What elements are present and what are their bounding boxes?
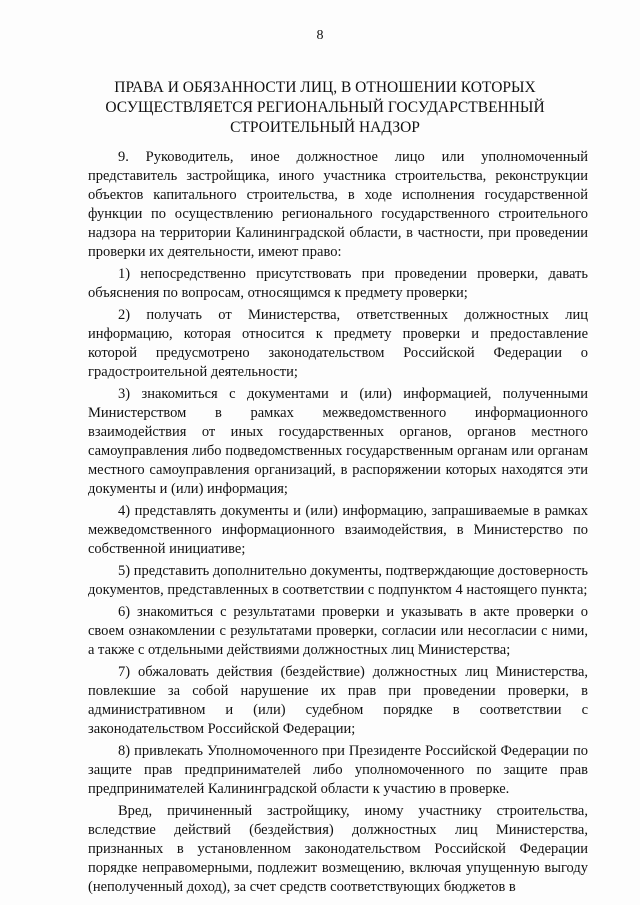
paragraph-right-1: 1) непосредственно присутствовать при проведении проверки, давать объяснения по вопросам, относящимся к предмету проверки;	[88, 266, 588, 301]
paragraph-clause-9: 9. Руководитель, иное должностное лицо или уполномоченный представитель застройщика, иного участника строительства, реконструкции объектов капитального строительства, в ходе исполнения государственной функции по осуществлению регионального государственного строительного надзора на территории Калининградской области, в частности, при проведении проверки их деятельности, имеют право:	[88, 149, 588, 260]
section-title-line: ОСУЩЕСТВЛЯЕТСЯ РЕГИОНАЛЬНЫЙ ГОСУДАРСТВЕННЫЙ	[105, 99, 545, 116]
paragraph-right-2: 2) получать от Министерства, ответственных должностных лиц информацию, которая относится к предмету проверки и предоставление которой предусмотрено законодательством Российской Федерации о градостроительной деятельности;	[88, 307, 588, 380]
section-title-line: СТРОИТЕЛЬНЫЙ НАДЗОР	[230, 119, 420, 136]
document-body	[88, 148, 588, 897]
page-number: 8	[316, 28, 324, 43]
paragraph-right-3: 3) знакомиться с документами и (или) информацией, полученными Министерством в рамках межведомственного информационного взаимодействия от иных государственных органов, органов местного самоуправления либо подведомственных государственным органам или органам местного самоуправления организаций, в распоряжении которых находятся эти документы и (или) информация;	[88, 386, 588, 497]
section-title-line: ПРАВА И ОБЯЗАННОСТИ ЛИЦ, В ОТНОШЕНИИ КОТОРЫХ	[114, 79, 536, 96]
paragraph-right-8: 8) привлекать Уполномоченного при Президенте Российской Федерации по защите прав предпринимателей либо уполномоченного по защите прав предпринимателей Калининградской области к участию в проверке.	[88, 743, 588, 797]
paragraph-damage-compensation: Вред, причиненный застройщику, иному участнику строительства, вследствие действий (бездействия) должностных лиц Министерства, признанных в установленном законодательством Российской Федерации порядке неправомерными, подлежит возмещению, включая упущенную выгоду (неполученный доход), за счет средств соответствующих бюджетов в	[88, 803, 588, 895]
paragraph-right-7: 7) обжаловать действия (бездействие) должностных лиц Министерства, повлекшие за собой нарушение их прав при проведении проверки, в административном и (или) судебном порядке в соответствии с законодательством Российской Федерации;	[88, 664, 588, 737]
paragraph-right-6: 6) знакомиться с результатами проверки и указывать в акте проверки о своем ознакомлении с результатами проверки, согласии или несогласии с ними, а также с отдельными действиями должностных лиц Министерства;	[88, 604, 588, 658]
section-title	[90, 78, 560, 138]
paragraph-right-4: 4) представлять документы и (или) информацию, запрашиваемые в рамках межведомственного информационного взаимодействия, в Министерство по собственной инициативе;	[88, 503, 588, 557]
paragraph-right-5: 5) представить дополнительно документы, подтверждающие достоверность документов, представленных в соответствии с подпунктом 4 настоящего пункта;	[88, 563, 589, 598]
